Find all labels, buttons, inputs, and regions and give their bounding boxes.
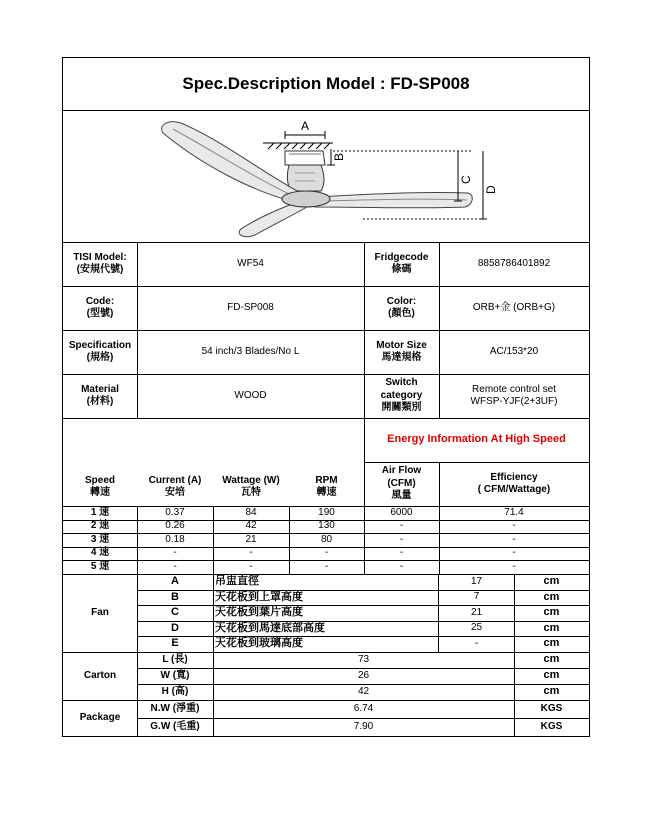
fan-key-cell: A bbox=[171, 574, 179, 587]
package-unit-cell: KGS bbox=[540, 702, 563, 714]
tisi-value: WF54 bbox=[237, 257, 264, 269]
rpm-header: RPM 轉速 bbox=[315, 474, 338, 498]
current-cell: 0.37 bbox=[165, 506, 185, 518]
ceiling-fan-drawing bbox=[63, 111, 589, 242]
wattage-cell: - bbox=[249, 560, 253, 572]
efficiency-cell: - bbox=[512, 560, 516, 572]
speed-cell: 4 速 bbox=[90, 547, 110, 559]
fan-value-cell: 25 bbox=[470, 622, 483, 634]
fan-diagram bbox=[63, 111, 589, 242]
spec-sheet bbox=[62, 57, 590, 737]
fan-unit-cell: cm bbox=[543, 574, 560, 587]
speed-cell: 5 速 bbox=[90, 560, 110, 572]
airflow-cell: 6000 bbox=[390, 506, 413, 518]
material-label: Material (材料) bbox=[81, 383, 119, 407]
package-value-cell: 6.74 bbox=[353, 702, 374, 714]
switch-category-label: Switch category 開關類別 bbox=[380, 377, 423, 414]
fan-desc-cell: 天花板到葉片高度 bbox=[213, 605, 439, 621]
motor-size-value: AC/153*20 bbox=[489, 345, 539, 357]
fan-value-cell: 21 bbox=[470, 606, 483, 618]
fridgecode-label: Fridgecode 條碼 bbox=[374, 251, 429, 275]
wattage-cell: 42 bbox=[245, 520, 257, 532]
dim-label-b: B bbox=[332, 152, 346, 161]
wattage-header: Wattage (W) 瓦特 bbox=[222, 474, 280, 498]
fan-value-cell: 17 bbox=[470, 575, 483, 587]
color-value: ORB+金 (ORB+G) bbox=[472, 301, 556, 313]
fan-key-cell: D bbox=[171, 621, 179, 634]
current-cell: 0.26 bbox=[165, 520, 185, 532]
code-label: Code: (型號) bbox=[85, 295, 115, 319]
speed-cell: 3 速 bbox=[90, 533, 110, 545]
fan-unit-cell: cm bbox=[543, 606, 560, 619]
efficiency-cell: - bbox=[512, 533, 516, 545]
current-cell: 0.18 bbox=[165, 533, 185, 545]
current-header: Current (A) 安培 bbox=[148, 474, 202, 498]
carton-label: Carton bbox=[83, 669, 117, 681]
fan-unit-cell: cm bbox=[543, 590, 560, 603]
airflow-cell: - bbox=[399, 533, 404, 545]
tisi-label: TISI Model: (安規代號) bbox=[73, 251, 127, 275]
dim-label-c: C bbox=[459, 175, 473, 184]
fan-desc-cell: 天花板到上罩高度 bbox=[213, 590, 439, 606]
efficiency-cell: - bbox=[512, 520, 516, 532]
carton-value-cell: 42 bbox=[357, 685, 370, 697]
package-unit-cell: KGS bbox=[540, 720, 563, 732]
airflow-cell: - bbox=[399, 547, 404, 559]
current-cell: - bbox=[173, 560, 177, 572]
fan-desc-cell: 天花板到馬達底部高度 bbox=[213, 621, 439, 637]
color-label: Color: (顏色) bbox=[386, 295, 417, 319]
current-cell: - bbox=[173, 547, 177, 559]
material-value: WOOD bbox=[234, 389, 267, 401]
airflow-header: Air Flow (CFM) 風量 bbox=[381, 465, 422, 502]
carton-key-cell: H (高) bbox=[161, 685, 189, 697]
speed-cell: 2 速 bbox=[90, 520, 110, 532]
rpm-cell: - bbox=[324, 547, 329, 559]
rpm-cell: 130 bbox=[318, 520, 335, 532]
carton-unit-cell: cm bbox=[543, 653, 560, 666]
page-title: Spec.Description Model : FD-SP008 bbox=[182, 74, 470, 94]
carton-key-cell: L (長) bbox=[162, 653, 188, 665]
rpm-cell: 190 bbox=[318, 506, 335, 518]
fan-key-cell: B bbox=[171, 590, 179, 603]
carton-key-cell: W (寬) bbox=[160, 669, 190, 681]
airflow-cell: - bbox=[399, 520, 404, 532]
switch-category-value: Remote control set WFSP-YJF(2+3UF) bbox=[470, 383, 558, 407]
rpm-cell: 80 bbox=[320, 533, 333, 545]
wattage-cell: 84 bbox=[245, 506, 257, 518]
airflow-cell: - bbox=[399, 560, 404, 572]
wattage-cell: - bbox=[249, 547, 253, 559]
fan-unit-cell: cm bbox=[543, 621, 560, 634]
package-key-cell: N.W (淨重) bbox=[150, 702, 200, 714]
fan-desc-cell: 吊盅直徑 bbox=[213, 574, 439, 590]
efficiency-cell: 71.4 bbox=[504, 506, 524, 518]
carton-unit-cell: cm bbox=[543, 669, 560, 682]
speed-header: Speed 轉速 bbox=[84, 474, 115, 498]
package-label: Package bbox=[79, 711, 121, 723]
carton-value-cell: 73 bbox=[357, 653, 370, 665]
efficiency-header: Efficiency ( CFM/Wattage) bbox=[477, 471, 551, 495]
dim-label-a: A bbox=[301, 119, 310, 133]
fan-key-cell: C bbox=[171, 606, 179, 619]
package-key-cell: G.W (毛重) bbox=[150, 720, 200, 732]
carton-unit-cell: cm bbox=[543, 685, 560, 698]
energy-title: Energy Information At High Speed bbox=[387, 433, 566, 446]
wattage-cell: 21 bbox=[245, 533, 257, 545]
dim-label-d: D bbox=[484, 185, 498, 194]
fan-desc-cell: 天花板到玻璃高度 bbox=[213, 636, 439, 652]
fan-label: Fan bbox=[91, 606, 109, 618]
fan-value-cell: 7 bbox=[473, 591, 480, 603]
code-value: FD-SP008 bbox=[227, 301, 274, 313]
rpm-cell: - bbox=[324, 560, 329, 572]
carton-value-cell: 26 bbox=[357, 669, 370, 681]
speed-cell: 1 速 bbox=[90, 506, 110, 518]
specification-label: Specification (規格) bbox=[68, 339, 132, 363]
motor-size-label: Motor Size 馬達規格 bbox=[376, 339, 427, 363]
fridgecode-value: 8858786401892 bbox=[477, 257, 551, 269]
efficiency-cell: - bbox=[512, 547, 516, 559]
fan-value-cell: - bbox=[474, 637, 479, 649]
specification-value: 54 inch/3 Blades/No L bbox=[201, 345, 300, 357]
package-value-cell: 7.90 bbox=[353, 720, 374, 732]
fan-key-cell: E bbox=[171, 637, 179, 650]
fan-unit-cell: cm bbox=[543, 637, 560, 650]
